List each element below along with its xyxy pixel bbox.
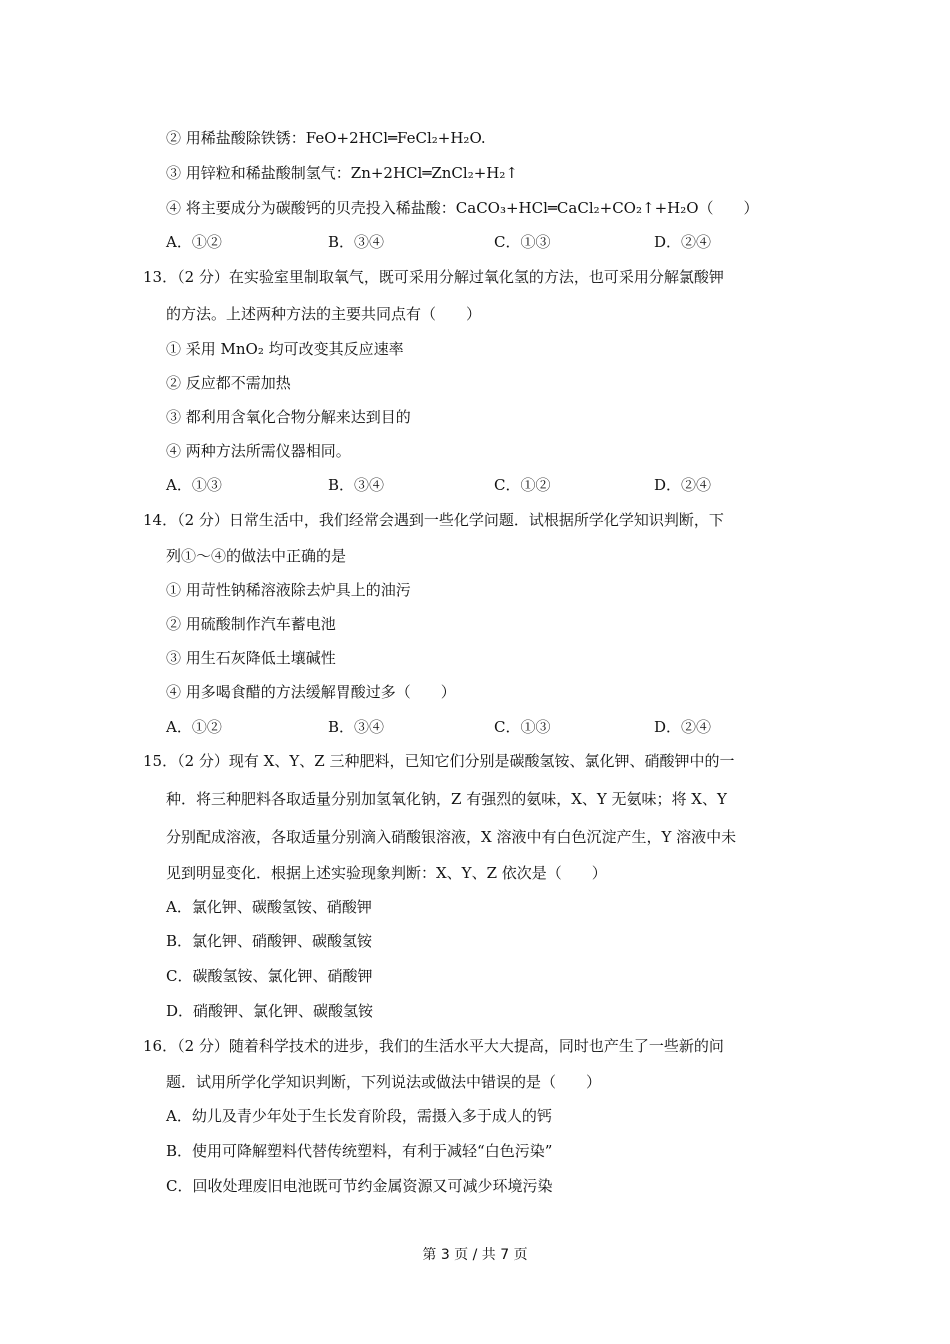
q15-option-c: C．碳酸氢铵、氯化钾、硝酸钾: [166, 967, 373, 985]
q12-option-b: B．③④: [328, 233, 385, 251]
q13-option-d: D．②④: [654, 476, 712, 494]
q12-option-a: A．①②: [166, 233, 222, 251]
q14-item-3: ③ 用生石灰降低土壤碱性: [166, 649, 336, 667]
q14-option-d: D．②④: [654, 718, 712, 736]
q16-stem-line-2: 题．试用所学化学知识判断，下列说法或做法中错误的是（ ）: [166, 1073, 602, 1091]
q15-stem-line-3: 分别配成溶液，各取适量分别滴入硝酸银溶液，X 溶液中有白色沉淀产生，Y 溶液中未: [166, 828, 737, 846]
q13-item-3: ③ 都利用含氧化合物分解来达到目的: [166, 408, 411, 426]
page-footer: 第 3 页 / 共 7 页: [422, 1247, 528, 1263]
q13-item-2: ② 反应都不需加热: [166, 374, 291, 392]
q13-stem-line-1: 13．（2 分）在实验室里制取氧气，既可采用分解过氧化氢的方法，也可采用分解氯酸钾: [143, 268, 724, 286]
q16-option-a: A．幼儿及青少年处于生长发育阶段，需摄入多于成人的钙: [166, 1107, 552, 1125]
q13-item-1: ① 采用 MnO₂ 均可改变其反应速率: [166, 340, 404, 358]
q15-stem-line-4: 见到明显变化．根据上述实验现象判断：X、Y、Z 依次是（ ）: [166, 864, 607, 882]
q16-option-b: B．使用可降解塑料代替传统塑料，有利于减轻“白色污染”: [166, 1142, 553, 1160]
q15-option-a: A．氯化钾、碳酸氢铵、硝酸钾: [166, 898, 372, 916]
q12-item-4: ④ 将主要成分为碳酸钙的贝壳投入稀盐酸：CaCO₃+HCl═CaCl₂+CO₂↑+H₂O（ ）: [166, 199, 759, 217]
q12-option-c: C．①③: [494, 233, 551, 251]
q13-option-b: B．③④: [328, 476, 385, 494]
q14-stem-line-1: 14．（2 分）日常生活中，我们经常会遇到一些化学问题．试根据所学化学知识判断，下: [143, 511, 724, 529]
q15-stem-line-2: 种．将三种肥料各取适量分别加氢氧化钠，Z 有强烈的氨味，X、Y 无氨味；将 X、Y: [166, 790, 727, 808]
q14-option-a: A．①②: [166, 718, 222, 736]
q14-item-1: ① 用苛性钠稀溶液除去炉具上的油污: [166, 581, 411, 599]
q14-stem-line-2: 列①～④的做法中正确的是: [166, 547, 347, 565]
q13-item-4: ④ 两种方法所需仪器相同。: [166, 442, 351, 460]
q13-option-a: A．①③: [166, 476, 222, 494]
q13-stem-line-2: 的方法。上述两种方法的主要共同点有（ ）: [166, 305, 482, 323]
q14-item-4: ④ 用多喝食醋的方法缓解胃酸过多（ ）: [166, 683, 456, 701]
q13-option-c: C．①②: [494, 476, 551, 494]
q14-option-c: C．①③: [494, 718, 551, 736]
q14-option-b: B．③④: [328, 718, 385, 736]
q15-option-b: B．氯化钾、硝酸钾、碳酸氢铵: [166, 932, 373, 950]
q14-item-2: ② 用硫酸制作汽车蓄电池: [166, 615, 336, 633]
q12-option-d: D．②④: [654, 233, 712, 251]
q12-item-2: ② 用稀盐酸除铁锈：FeO+2HCl═FeCl₂+H₂O.: [166, 129, 486, 147]
q15-option-d: D．硝酸钾、氯化钾、碳酸氢铵: [166, 1002, 374, 1020]
q16-stem-line-1: 16．（2 分）随着科学技术的进步，我们的生活水平大大提高，同时也产生了一些新的问: [143, 1037, 724, 1055]
q12-item-3: ③ 用锌粒和稀盐酸制氢气：Zn+2HCl═ZnCl₂+H₂↑: [166, 164, 518, 182]
q16-option-c: C．回收处理废旧电池既可节约金属资源又可减少环境污染: [166, 1177, 553, 1195]
q15-stem-line-1: 15．（2 分）现有 X、Y、Z 三种肥料，已知它们分别是碳酸氢铵、氯化钾、硝酸钾中的一: [143, 752, 735, 770]
